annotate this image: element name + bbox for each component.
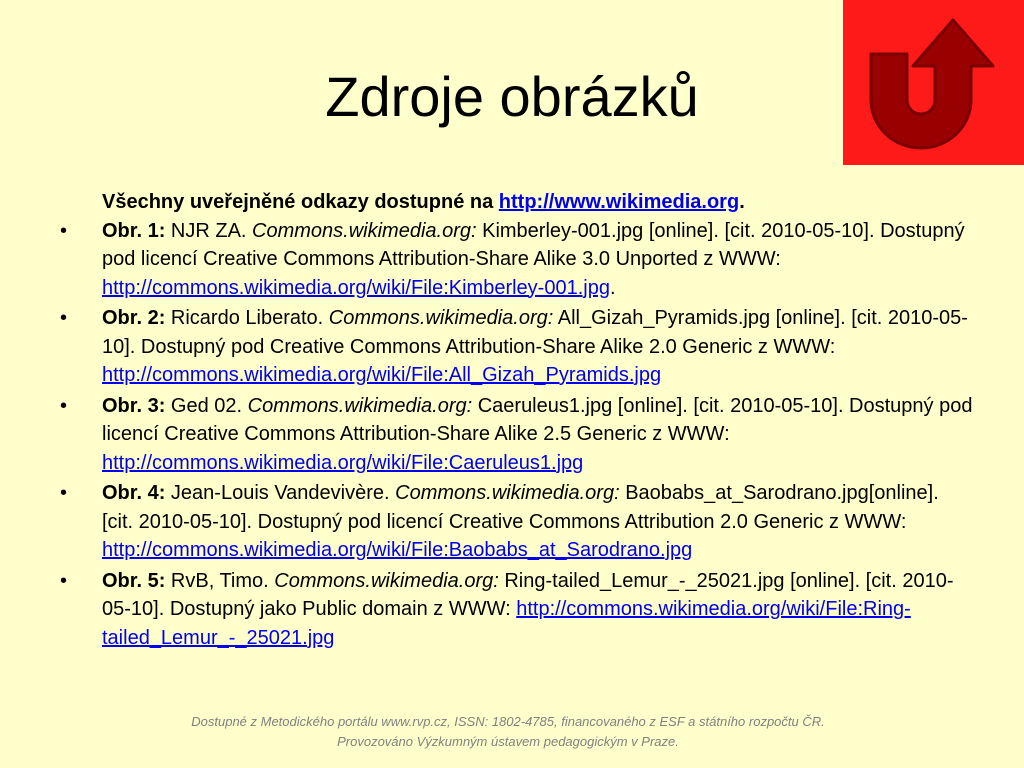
bullet: • xyxy=(60,482,68,504)
footer xyxy=(0,712,1016,752)
content-area xyxy=(60,188,975,654)
footer-line-1: Dostupné z Metodického portálu www.rvp.cz, ISSN: 1802-4785, financovaného z ESF a státního rozpočtu ČR. xyxy=(191,714,825,729)
reference-label: Obr. 1: xyxy=(102,219,166,242)
reference-link[interactable]: http://commons.wikimedia.org/wiki/File:Caeruleus1.jpg xyxy=(102,451,584,474)
bullet: • xyxy=(60,394,68,417)
page-title: Zdroje obrázků xyxy=(325,65,699,128)
reference-item: • Obr. 3: Ged 02. Commons.wikimedia.org: Caeruleus1.jpg [online]. [cit. 2010-05-10]. Dostupný pod licencí Creative Commons Attribution-Share Alike 2.5 Generic z WWW: http://commons.wikimedia.org/wiki/File:Caeruleus1.jpg xyxy=(60,392,975,478)
reference-link[interactable]: http://commons.wikimedia.org/wiki/File:All_Gizah_Pyramids.jpg xyxy=(102,364,662,386)
reference-link[interactable]: http://commons.wikimedia.org/wiki/File:Kimberley-001.jpg xyxy=(102,276,610,299)
reference-item: • Obr. 5: RvB, Timo. Commons.wikimedia.org: Ring-tailed_Lemur_-_25021.jpg [online]. [cit. 2010-05-10]. Dostupný jako Public domain z WWW: http://commons.wikimedia.org/wiki/File:Ring-tailed_Lemur_-_25021.jpg xyxy=(60,567,975,653)
wikimedia-link[interactable]: http://www.wikimedia.org xyxy=(498,191,740,213)
footer-line-2: Provozováno Výzkumným ústavem pedagogickým v Praze. xyxy=(337,734,679,749)
reference-item: • Obr. 4: Jean-Louis Vandevivère. Commons.wikimedia.org: Baobabs_at_Sarodrano.jpg[online]. [cit. 2010-05-10]. Dostupný pod licencí Creative Commons Attribution 2.0 Generic z WWW: http://commons.wikimedia.org/wiki/File:Baobabs_at_Sarodrano.jpg xyxy=(60,479,975,565)
reference-list xyxy=(60,217,975,653)
bullet: • xyxy=(60,569,68,592)
u-turn-arrow-icon xyxy=(843,0,1024,165)
reference-label: Obr. 3: xyxy=(102,394,166,417)
back-button[interactable] xyxy=(843,0,1024,165)
bullet: • xyxy=(60,307,68,329)
reference-item: • Obr. 2: Ricardo Liberato. Commons.wikimedia.org: All_Gizah_Pyramids.jpg [online]. [cit. 2010-05-10]. Dostupný pod Creative Commons Attribution-Share Alike 2.0 Generic z WWW: http://commons.wikimedia.org/wiki/File:All_Gizah_Pyramids.jpg xyxy=(60,304,975,390)
reference-item: • Obr. 1: NJR ZA. Commons.wikimedia.org: Kimberley-001.jpg [online]. [cit. 2010-05-10]. Dostupný pod licencí Creative Commons Attribution-Share Alike 3.0 Unported z WWW: http://commons.wikimedia.org/wiki/File:Kimberley-001.jpg. xyxy=(60,217,975,303)
reference-label: Obr. 4: xyxy=(102,482,166,504)
reference-label: Obr. 5: xyxy=(102,569,166,592)
reference-link[interactable]: http://commons.wikimedia.org/wiki/File:Baobabs_at_Sarodrano.jpg xyxy=(102,539,693,561)
reference-label: Obr. 2: xyxy=(102,307,166,329)
bullet: • xyxy=(60,219,68,242)
intro-text: Všechny uveřejněné odkazy dostupné na http://www.wikimedia.org. xyxy=(102,191,745,213)
reference-link[interactable]: http://commons.wikimedia.org/wiki/File:Ring-tailed_Lemur_-_25021.jpg xyxy=(102,598,911,649)
